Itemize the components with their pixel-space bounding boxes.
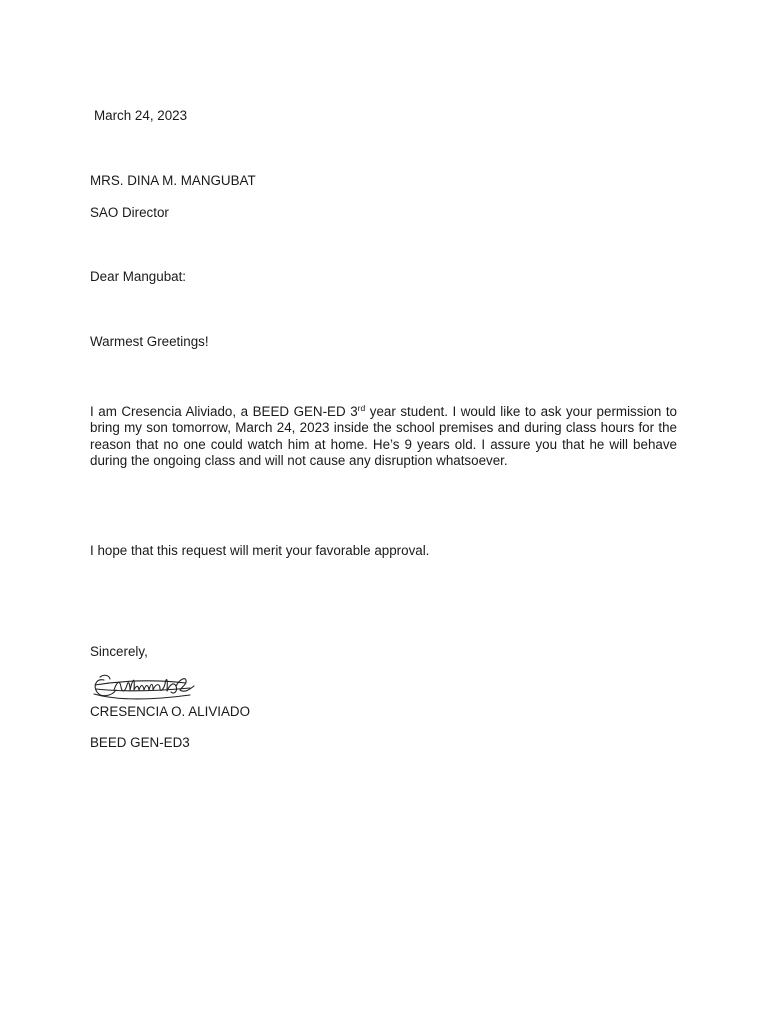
ordinal-suffix: rd	[357, 403, 366, 413]
greeting: Warmest Greetings!	[90, 334, 209, 349]
signer-program: BEED GEN-ED3	[90, 735, 190, 750]
handwritten-signature	[90, 668, 200, 704]
body-text-part1: I am Cresencia Aliviado, a BEED GEN-ED 3	[90, 404, 358, 419]
recipient-name: MRS. DINA M. MANGUBAT	[90, 173, 256, 188]
letter-body	[90, 404, 677, 469]
body-text-part2: year student. I would like to ask your permission to bring my son tomorrow, March 24, 2023 inside the school premises and during class hours for the reason that no one could watch him at home. He’s 9 years old. I assure you that he will behave during the ongoing class and will not cause any disruption whatsoever.	[90, 404, 677, 468]
recipient-title: SAO Director	[90, 205, 169, 220]
signer-name: CRESENCIA O. ALIVIADO	[90, 704, 250, 719]
salutation: Dear Mangubat:	[90, 269, 187, 284]
closing-line: I hope that this request will merit your favorable approval.	[90, 543, 430, 558]
letter-date: March 24, 2023	[94, 108, 188, 123]
sign-off: Sincerely,	[90, 644, 148, 659]
